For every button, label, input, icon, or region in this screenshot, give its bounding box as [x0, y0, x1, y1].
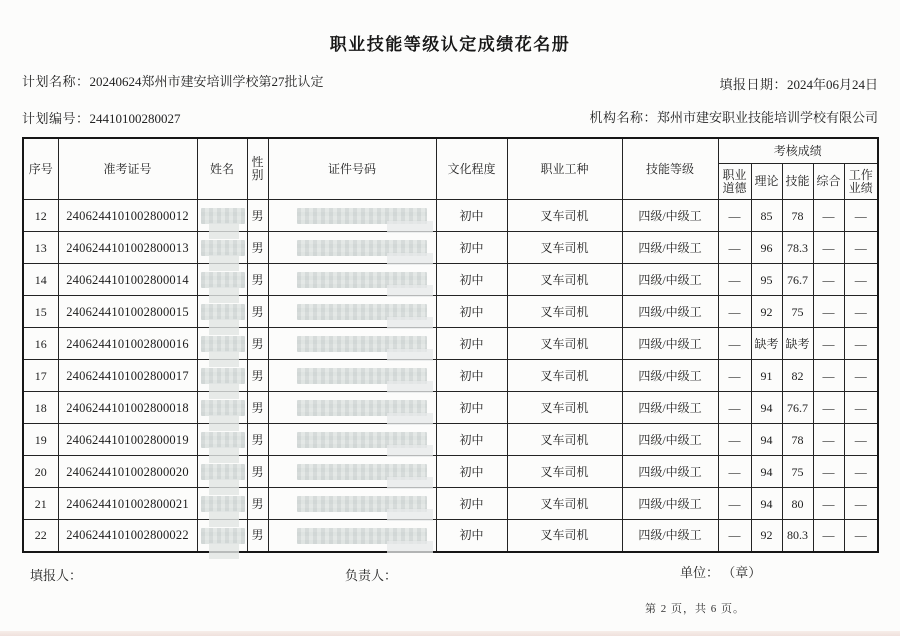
table-row: [23, 296, 878, 328]
cell-occupation: 叉车司机: [507, 520, 622, 552]
cell-id-no: [268, 456, 436, 488]
page-number-info: 第 2 页，共 6 页。: [645, 603, 745, 615]
cell-score-work: —: [844, 488, 878, 520]
col-header-education: 文化程度: [436, 138, 507, 200]
cell-gender: 男: [247, 264, 268, 296]
cell-id-no: [268, 296, 436, 328]
table-row: [23, 360, 878, 392]
redacted-id-block: [297, 528, 427, 544]
table-row: [23, 520, 878, 552]
cell-gender: 男: [247, 488, 268, 520]
cell-education: 初中: [436, 520, 507, 552]
cell-score-skill: 78.3: [782, 232, 813, 264]
cell-occupation: 叉车司机: [507, 200, 622, 232]
cell-score-skill: 78: [782, 424, 813, 456]
col-header-score-comprehensive: 综合: [813, 164, 844, 200]
cell-skill-level: 四级/中级工: [622, 456, 718, 488]
cell-score-ethics: —: [718, 520, 751, 552]
cell-name: [197, 200, 247, 232]
cell-seq: 12: [23, 200, 58, 232]
table-row: [23, 264, 878, 296]
cell-score-ethics: —: [718, 296, 751, 328]
cell-score-skill: 80.3: [782, 520, 813, 552]
cell-score-work: —: [844, 200, 878, 232]
cell-id-no: [268, 520, 436, 552]
cell-score-work: —: [844, 296, 878, 328]
cell-id-no: [268, 488, 436, 520]
table-row: [23, 392, 878, 424]
cell-score-theory: 94: [751, 456, 782, 488]
col-header-occupation: 职业工种: [507, 138, 622, 200]
cell-score-work: —: [844, 424, 878, 456]
col-header-score-work: 工作业绩: [844, 164, 878, 200]
org-name-value: 郑州市建安职业技能培训学校有限公司: [656, 110, 878, 125]
cell-score-work: —: [844, 520, 878, 552]
cell-score-skill: 78: [782, 200, 813, 232]
cell-skill-level: 四级/中级工: [622, 392, 718, 424]
cell-occupation: 叉车司机: [507, 488, 622, 520]
redacted-id-block: [297, 368, 427, 384]
cell-gender: 男: [247, 424, 268, 456]
cell-exam-no: 2406244101002800018: [58, 392, 197, 424]
cell-exam-no: 2406244101002800014: [58, 264, 197, 296]
org-name-label: 机构名称：: [589, 110, 657, 125]
cell-occupation: 叉车司机: [507, 264, 622, 296]
cell-skill-level: 四级/中级工: [622, 488, 718, 520]
cell-score-ethics: —: [718, 264, 751, 296]
cell-score-comprehensive: —: [813, 200, 844, 232]
cell-score-theory: 95: [751, 264, 782, 296]
cell-id-no: [268, 360, 436, 392]
cell-score-ethics: —: [718, 456, 751, 488]
unit-label: 单位：: [680, 565, 720, 580]
cell-seq: 22: [23, 520, 58, 552]
cell-skill-level: 四级/中级工: [622, 200, 718, 232]
cell-education: 初中: [436, 200, 507, 232]
cell-id-no: [268, 424, 436, 456]
cell-education: 初中: [436, 328, 507, 360]
col-header-exam-no: 准考证号: [58, 138, 197, 200]
seal-hint: （章）: [722, 565, 762, 580]
page-title: 职业技能等级认定成绩花名册: [329, 35, 571, 54]
cell-exam-no: 2406244101002800019: [58, 424, 197, 456]
table-row: [23, 200, 878, 232]
cell-score-ethics: —: [718, 488, 751, 520]
cell-score-comprehensive: —: [813, 328, 844, 360]
col-header-score-group: 考核成绩: [718, 138, 878, 164]
cell-id-no: [268, 328, 436, 360]
redacted-name-block: [201, 496, 245, 512]
cell-occupation: 叉车司机: [507, 328, 622, 360]
cell-seq: 15: [23, 296, 58, 328]
table-row: [23, 232, 878, 264]
cell-score-comprehensive: —: [813, 360, 844, 392]
cell-score-theory: 85: [751, 200, 782, 232]
redacted-name-block: [201, 336, 245, 352]
cell-score-skill: 80: [782, 488, 813, 520]
cell-occupation: 叉车司机: [507, 296, 622, 328]
cell-seq: 16: [23, 328, 58, 360]
plan-number-label: 计划编号：: [22, 111, 90, 126]
cell-gender: 男: [247, 296, 268, 328]
redacted-id-block: [297, 304, 427, 320]
cell-occupation: 叉车司机: [507, 424, 622, 456]
cell-skill-level: 四级/中级工: [622, 424, 718, 456]
cell-exam-no: 2406244101002800022: [58, 520, 197, 552]
roster-table-wrap: [22, 137, 879, 553]
cell-exam-no: 2406244101002800017: [58, 360, 197, 392]
report-date-line: [719, 74, 878, 93]
cell-exam-no: 2406244101002800021: [58, 488, 197, 520]
cell-id-no: [268, 200, 436, 232]
cell-score-ethics: —: [718, 392, 751, 424]
col-header-gender: 性别: [247, 138, 268, 200]
cell-score-work: —: [844, 232, 878, 264]
col-header-skill-level: 技能等级: [622, 138, 718, 200]
cell-score-skill: 75: [782, 296, 813, 328]
cell-seq: 14: [23, 264, 58, 296]
redacted-id-block: [297, 240, 427, 256]
cell-score-comprehensive: —: [813, 264, 844, 296]
plan-number-value: 24410100280027: [89, 111, 181, 126]
plan-name-value: 20240624郑州市建安培训学校第27批认定: [89, 74, 324, 89]
cell-gender: 男: [247, 200, 268, 232]
cell-score-comprehensive: —: [813, 392, 844, 424]
cell-id-no: [268, 392, 436, 424]
redacted-id-block: [297, 272, 427, 288]
cell-gender: 男: [247, 232, 268, 264]
cell-score-skill: 75: [782, 456, 813, 488]
redacted-id-block: [297, 464, 427, 480]
cell-education: 初中: [436, 392, 507, 424]
cell-seq: 21: [23, 488, 58, 520]
redacted-name-block: [201, 208, 245, 224]
cell-education: 初中: [436, 488, 507, 520]
cell-score-ethics: —: [718, 200, 751, 232]
cell-score-theory: 94: [751, 392, 782, 424]
redacted-name-block: [201, 528, 245, 544]
cell-education: 初中: [436, 264, 507, 296]
redacted-id-block: [297, 336, 427, 352]
cell-skill-level: 四级/中级工: [622, 328, 718, 360]
cell-gender: 男: [247, 360, 268, 392]
cell-score-skill: 82: [782, 360, 813, 392]
cell-score-skill: 76.7: [782, 264, 813, 296]
cell-education: 初中: [436, 296, 507, 328]
table-row: [23, 456, 878, 488]
cell-occupation: 叉车司机: [507, 232, 622, 264]
filler-label: 填报人：: [30, 568, 83, 583]
table-row: [23, 328, 878, 360]
cell-score-skill: 缺考: [782, 328, 813, 360]
cell-score-theory: 94: [751, 488, 782, 520]
cell-score-comprehensive: —: [813, 232, 844, 264]
cell-education: 初中: [436, 456, 507, 488]
cell-score-comprehensive: —: [813, 488, 844, 520]
cell-skill-level: 四级/中级工: [622, 360, 718, 392]
cell-education: 初中: [436, 232, 507, 264]
redacted-name-block: [201, 368, 245, 384]
cell-score-work: —: [844, 360, 878, 392]
col-header-seq: 序号: [23, 138, 58, 200]
col-header-name: 姓名: [197, 138, 247, 200]
plan-number-line: [22, 108, 181, 127]
redacted-id-block: [297, 432, 427, 448]
cell-score-ethics: —: [718, 232, 751, 264]
cell-score-comprehensive: —: [813, 424, 844, 456]
cell-skill-level: 四级/中级工: [622, 520, 718, 552]
redacted-name-block: [201, 400, 245, 416]
cell-exam-no: 2406244101002800012: [58, 200, 197, 232]
cell-occupation: 叉车司机: [507, 392, 622, 424]
cell-score-theory: 92: [751, 520, 782, 552]
cell-score-theory: 92: [751, 296, 782, 328]
cell-exam-no: 2406244101002800016: [58, 328, 197, 360]
report-date-value: 2024年06月24日: [786, 77, 878, 92]
cell-seq: 19: [23, 424, 58, 456]
plan-name-label: 计划名称：: [22, 74, 90, 89]
cell-seq: 17: [23, 360, 58, 392]
redacted-name-block: [201, 432, 245, 448]
unit-seal-line: [680, 562, 761, 581]
cell-seq: 20: [23, 456, 58, 488]
cell-score-work: —: [844, 456, 878, 488]
cell-occupation: 叉车司机: [507, 360, 622, 392]
cell-exam-no: 2406244101002800015: [58, 296, 197, 328]
cell-score-work: —: [844, 392, 878, 424]
cell-id-no: [268, 264, 436, 296]
col-header-id-no: 证件号码: [268, 138, 436, 200]
cell-seq: 13: [23, 232, 58, 264]
cell-score-comprehensive: —: [813, 520, 844, 552]
cell-gender: 男: [247, 456, 268, 488]
cell-score-theory: 91: [751, 360, 782, 392]
redacted-id-block: [297, 400, 427, 416]
plan-name-line: [22, 71, 324, 90]
cell-score-comprehensive: —: [813, 456, 844, 488]
cell-skill-level: 四级/中级工: [622, 264, 718, 296]
header-row-top: [23, 138, 878, 164]
cell-score-ethics: —: [718, 360, 751, 392]
cell-skill-level: 四级/中级工: [622, 296, 718, 328]
cell-seq: 18: [23, 392, 58, 424]
manager-label: 负责人：: [345, 568, 398, 583]
redacted-name-block: [201, 272, 245, 288]
cell-skill-level: 四级/中级工: [622, 232, 718, 264]
table-row: [23, 488, 878, 520]
col-header-score-skill: 技能: [782, 164, 813, 200]
cell-education: 初中: [436, 360, 507, 392]
cell-id-no: [268, 232, 436, 264]
cell-score-ethics: —: [718, 328, 751, 360]
cell-gender: 男: [247, 328, 268, 360]
cell-score-work: —: [844, 264, 878, 296]
table-row: [23, 424, 878, 456]
cell-education: 初中: [436, 424, 507, 456]
cell-occupation: 叉车司机: [507, 456, 622, 488]
redacted-id-block: [297, 208, 427, 224]
cell-score-ethics: —: [718, 424, 751, 456]
report-date-label: 填报日期：: [719, 77, 787, 92]
cell-score-work: —: [844, 328, 878, 360]
roster-table: [22, 137, 879, 553]
cell-gender: 男: [247, 520, 268, 552]
redacted-name-block: [201, 240, 245, 256]
cell-score-skill: 76.7: [782, 392, 813, 424]
col-header-score-ethics: 职业道德: [718, 164, 751, 200]
redacted-name-block: [201, 464, 245, 480]
cell-score-comprehensive: —: [813, 296, 844, 328]
cell-score-theory: 96: [751, 232, 782, 264]
cell-exam-no: 2406244101002800020: [58, 456, 197, 488]
cell-score-theory: 94: [751, 424, 782, 456]
cell-score-theory: 缺考: [751, 328, 782, 360]
cell-gender: 男: [247, 392, 268, 424]
org-name-line: [589, 107, 878, 126]
redacted-name-block: [201, 304, 245, 320]
cell-exam-no: 2406244101002800013: [58, 232, 197, 264]
col-header-score-theory: 理论: [751, 164, 782, 200]
photo-edge-strip: [0, 631, 900, 636]
redacted-id-block: [297, 496, 427, 512]
